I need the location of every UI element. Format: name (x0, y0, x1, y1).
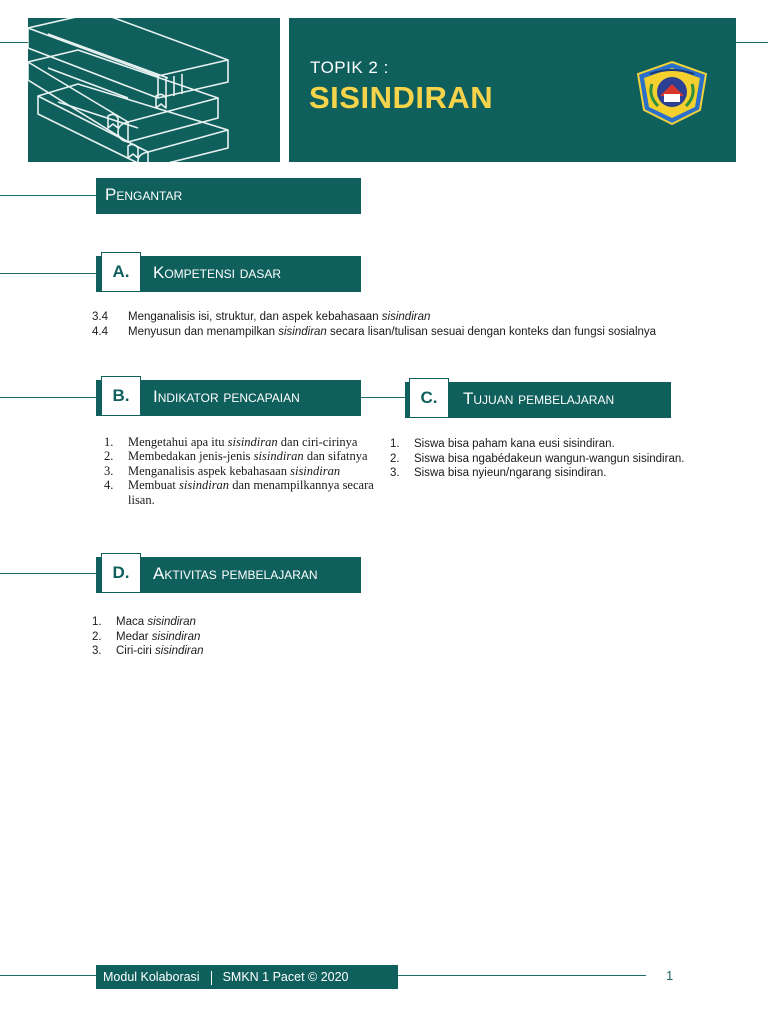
list-text-post: secara lisan/tulisan sesuai dengan konteks dan fungsi sosialnya (326, 325, 657, 338)
section-c-header (405, 382, 671, 418)
list-text: Ciri-ciri (116, 645, 155, 658)
list-number: 3. (104, 463, 114, 478)
books-icon (28, 18, 280, 162)
list-item (104, 464, 378, 478)
list-item (92, 325, 682, 340)
list-number: 3. (92, 645, 102, 658)
page-number: 1 (666, 968, 674, 983)
list-number: 2. (92, 630, 102, 643)
section-c-letter: C. (409, 378, 449, 418)
kompetensi-list (92, 310, 682, 339)
section-d-label: Aktivitas pembelajaran (153, 564, 318, 583)
list-emphasis: sisindiran (154, 645, 204, 658)
section-a-label: Kompetensi dasar (153, 263, 282, 282)
section-a-header (96, 256, 361, 292)
footer-divider (211, 971, 212, 985)
list-item (390, 452, 695, 467)
list-text-post: dan ciri-cirinya (277, 435, 358, 449)
list-item (104, 478, 378, 507)
aktivitas-list (92, 615, 392, 659)
list-text: Siswa bisa nyieun/ngarang sisindiran. (414, 467, 607, 480)
list-number: 1. (390, 438, 400, 450)
list-text: Medar (116, 630, 152, 643)
list-emphasis: sisindiran (278, 325, 327, 338)
list-emphasis: sisindiran (179, 478, 230, 493)
list-number: 2. (390, 452, 400, 465)
list-item (92, 310, 682, 325)
list-text: Membuat (128, 478, 180, 493)
list-text-post: dan menampilkannya secara lisan. (128, 478, 374, 507)
list-emphasis: sisindiran (227, 435, 278, 449)
list-number: 3. (390, 467, 400, 480)
list-text: Membedakan jenis-jenis (128, 449, 254, 464)
list-number: 4. (104, 478, 114, 493)
list-text: Menganalisis isi, struktur, dan aspek kebahasaan (128, 311, 382, 323)
list-text: Mengetahui apa itu (128, 435, 228, 449)
footer-module-name: Modul Kolaborasi (103, 970, 200, 984)
list-emphasis: sisindiran (151, 630, 201, 643)
list-text-post: dan sifatnya (303, 449, 368, 464)
list-number: 1. (104, 435, 114, 449)
list-text: Maca (116, 616, 148, 628)
list-text: Menyusun dan menampilkan (128, 325, 279, 338)
footer-bar (96, 965, 398, 989)
list-number: 4.4 (92, 325, 108, 338)
section-b-header (96, 380, 361, 416)
section-d-header (96, 557, 361, 593)
topic-title: SISINDIRAN (309, 80, 494, 115)
section-c-label: Tujuan pembelajaran (463, 389, 615, 408)
list-number: 2. (104, 449, 114, 464)
section-b-label: Indikator pencapaian (153, 387, 300, 406)
list-item (92, 630, 392, 645)
list-emphasis: sisindiran (290, 463, 341, 478)
list-item (92, 644, 392, 659)
tujuan-list (390, 437, 695, 481)
footer-school-copyright: SMKN 1 Pacet © 2020 (222, 970, 349, 984)
section-a-letter: A. (101, 252, 141, 292)
header-illustration-panel (28, 18, 280, 162)
list-item (104, 435, 378, 449)
list-item (92, 615, 392, 630)
list-item (390, 466, 695, 481)
list-text: Siswa bisa paham kana eusi sisindiran. (414, 438, 615, 450)
list-number: 1. (92, 616, 102, 628)
list-emphasis: sisindiran (147, 616, 196, 628)
topic-label: TOPIK 2 : (310, 58, 389, 77)
list-text: Menganalisis aspek kebahasaan (128, 463, 291, 478)
section-pengantar-header (96, 178, 361, 214)
section-d-letter: D. (101, 553, 141, 593)
list-text: Siswa bisa ngabédakeun wangun-wangun sisindiran. (414, 452, 685, 465)
list-number: 3.4 (92, 311, 108, 323)
list-item (390, 437, 695, 452)
section-b-letter: B. (101, 376, 141, 416)
list-item (104, 449, 378, 463)
section-pengantar-label: Pengantar (105, 185, 183, 204)
list-emphasis: sisindiran (381, 311, 431, 323)
school-emblem-icon (634, 60, 710, 126)
indikator-list (104, 435, 378, 507)
list-emphasis: sisindiran (253, 449, 304, 464)
